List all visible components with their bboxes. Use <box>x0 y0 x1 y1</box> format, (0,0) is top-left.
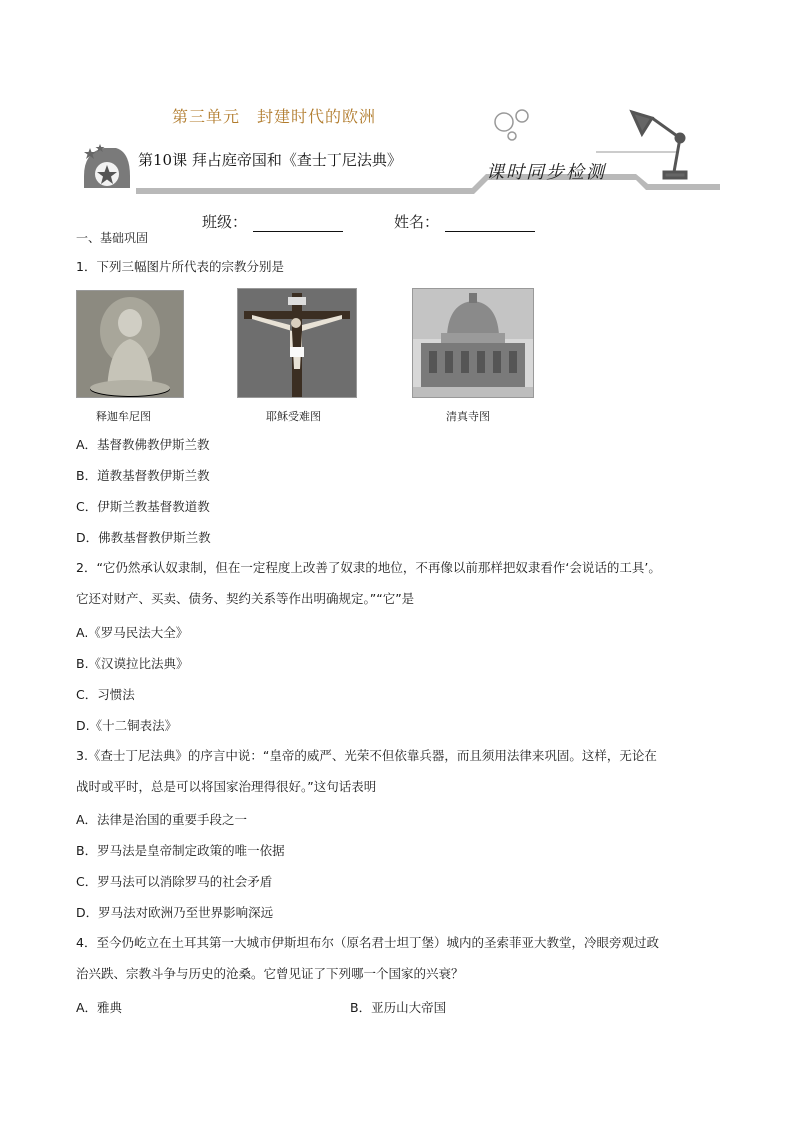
name-underline[interactable] <box>445 217 535 232</box>
q1-option-d[interactable]: D．佛教基督教伊斯兰教 <box>76 530 211 545</box>
q3-option-a[interactable]: A．法律是治国的重要手段之一 <box>76 812 248 827</box>
question-2-stem-line2: 它还对财产、买卖、债务、契约关系等作出明确规定。”“它”是 <box>76 591 415 606</box>
q3-option-b[interactable]: B．罗马法是皇帝制定政策的唯一依据 <box>76 843 285 858</box>
question-3-stem-line2: 战时或平时，总是可以将国家治理得很好。”这句话表明 <box>76 779 377 794</box>
name-label: 姓名： <box>394 213 440 231</box>
class-field[interactable] <box>202 211 343 232</box>
mosque-image <box>412 288 534 398</box>
question-3-stem-line1: 3.《查士丁尼法典》的序言中说：“皇帝的威严、光荣不但依靠兵器，而且须用法律来巩固。这样，无论在 <box>76 748 657 763</box>
crucifix-image <box>237 288 357 398</box>
q4-option-b[interactable]: B．亚历山大帝国 <box>350 1000 447 1015</box>
question-2-stem-line1: 2．“它仍然承认奴隶制，但在一定程度上改善了奴隶的地位，不再像以前那样把奴隶看作‘会说话的工具’。 <box>76 560 661 575</box>
q2-option-d[interactable]: D.《十二铜表法》 <box>76 718 178 733</box>
star-badge-icon <box>84 144 130 188</box>
q2-option-b[interactable]: B.《汉谟拉比法典》 <box>76 656 189 671</box>
q2-option-c[interactable]: C．习惯法 <box>76 687 135 702</box>
q1-option-a[interactable]: A．基督教佛教伊斯兰教 <box>76 437 210 452</box>
q1-option-c[interactable]: C．伊斯兰教基督教道教 <box>76 499 210 514</box>
q2-option-a[interactable]: A.《罗马民法大全》 <box>76 625 189 640</box>
q3-option-c[interactable]: C．罗马法可以消除罗马的社会矛盾 <box>76 874 273 889</box>
name-field[interactable] <box>394 211 535 232</box>
class-underline[interactable] <box>253 217 343 232</box>
q3-option-d[interactable]: D．罗马法对欧洲乃至世界影响深远 <box>76 905 274 920</box>
caption-mosque: 清真寺图 <box>446 410 490 423</box>
question-4-stem-line2: 治兴跌、宗教斗争与历史的沧桑。它曾见证了下列哪一个国家的兴衰？ <box>76 966 464 981</box>
question-4-stem-line1: 4．至今仍屹立在土耳其第一大城市伊斯坦布尔（原名君士坦丁堡）城内的圣索菲亚大教堂，冷眼旁观过政 <box>76 935 659 950</box>
question-1-stem: 1．下列三幅图片所代表的宗教分别是 <box>76 259 284 274</box>
bubbles-icon <box>495 110 528 140</box>
unit-title: 第三单元 封建时代的欧洲 <box>172 107 377 126</box>
caption-crucifix: 耶稣受难图 <box>266 410 321 423</box>
q4-option-a[interactable]: A．雅典 <box>76 1000 123 1015</box>
buddha-image <box>76 290 184 398</box>
lesson-title: 第10课 拜占庭帝国和《查士丁尼法典》 <box>138 151 402 169</box>
caption-buddha: 释迦牟尼图 <box>96 410 151 423</box>
section-heading: 一、基础巩固 <box>76 231 149 245</box>
q1-option-b[interactable]: B．道教基督教伊斯兰教 <box>76 468 210 483</box>
class-label: 班级： <box>202 213 248 231</box>
desk-lamp-icon <box>632 112 686 178</box>
sync-check-label: 课时同步检测 <box>486 162 606 183</box>
